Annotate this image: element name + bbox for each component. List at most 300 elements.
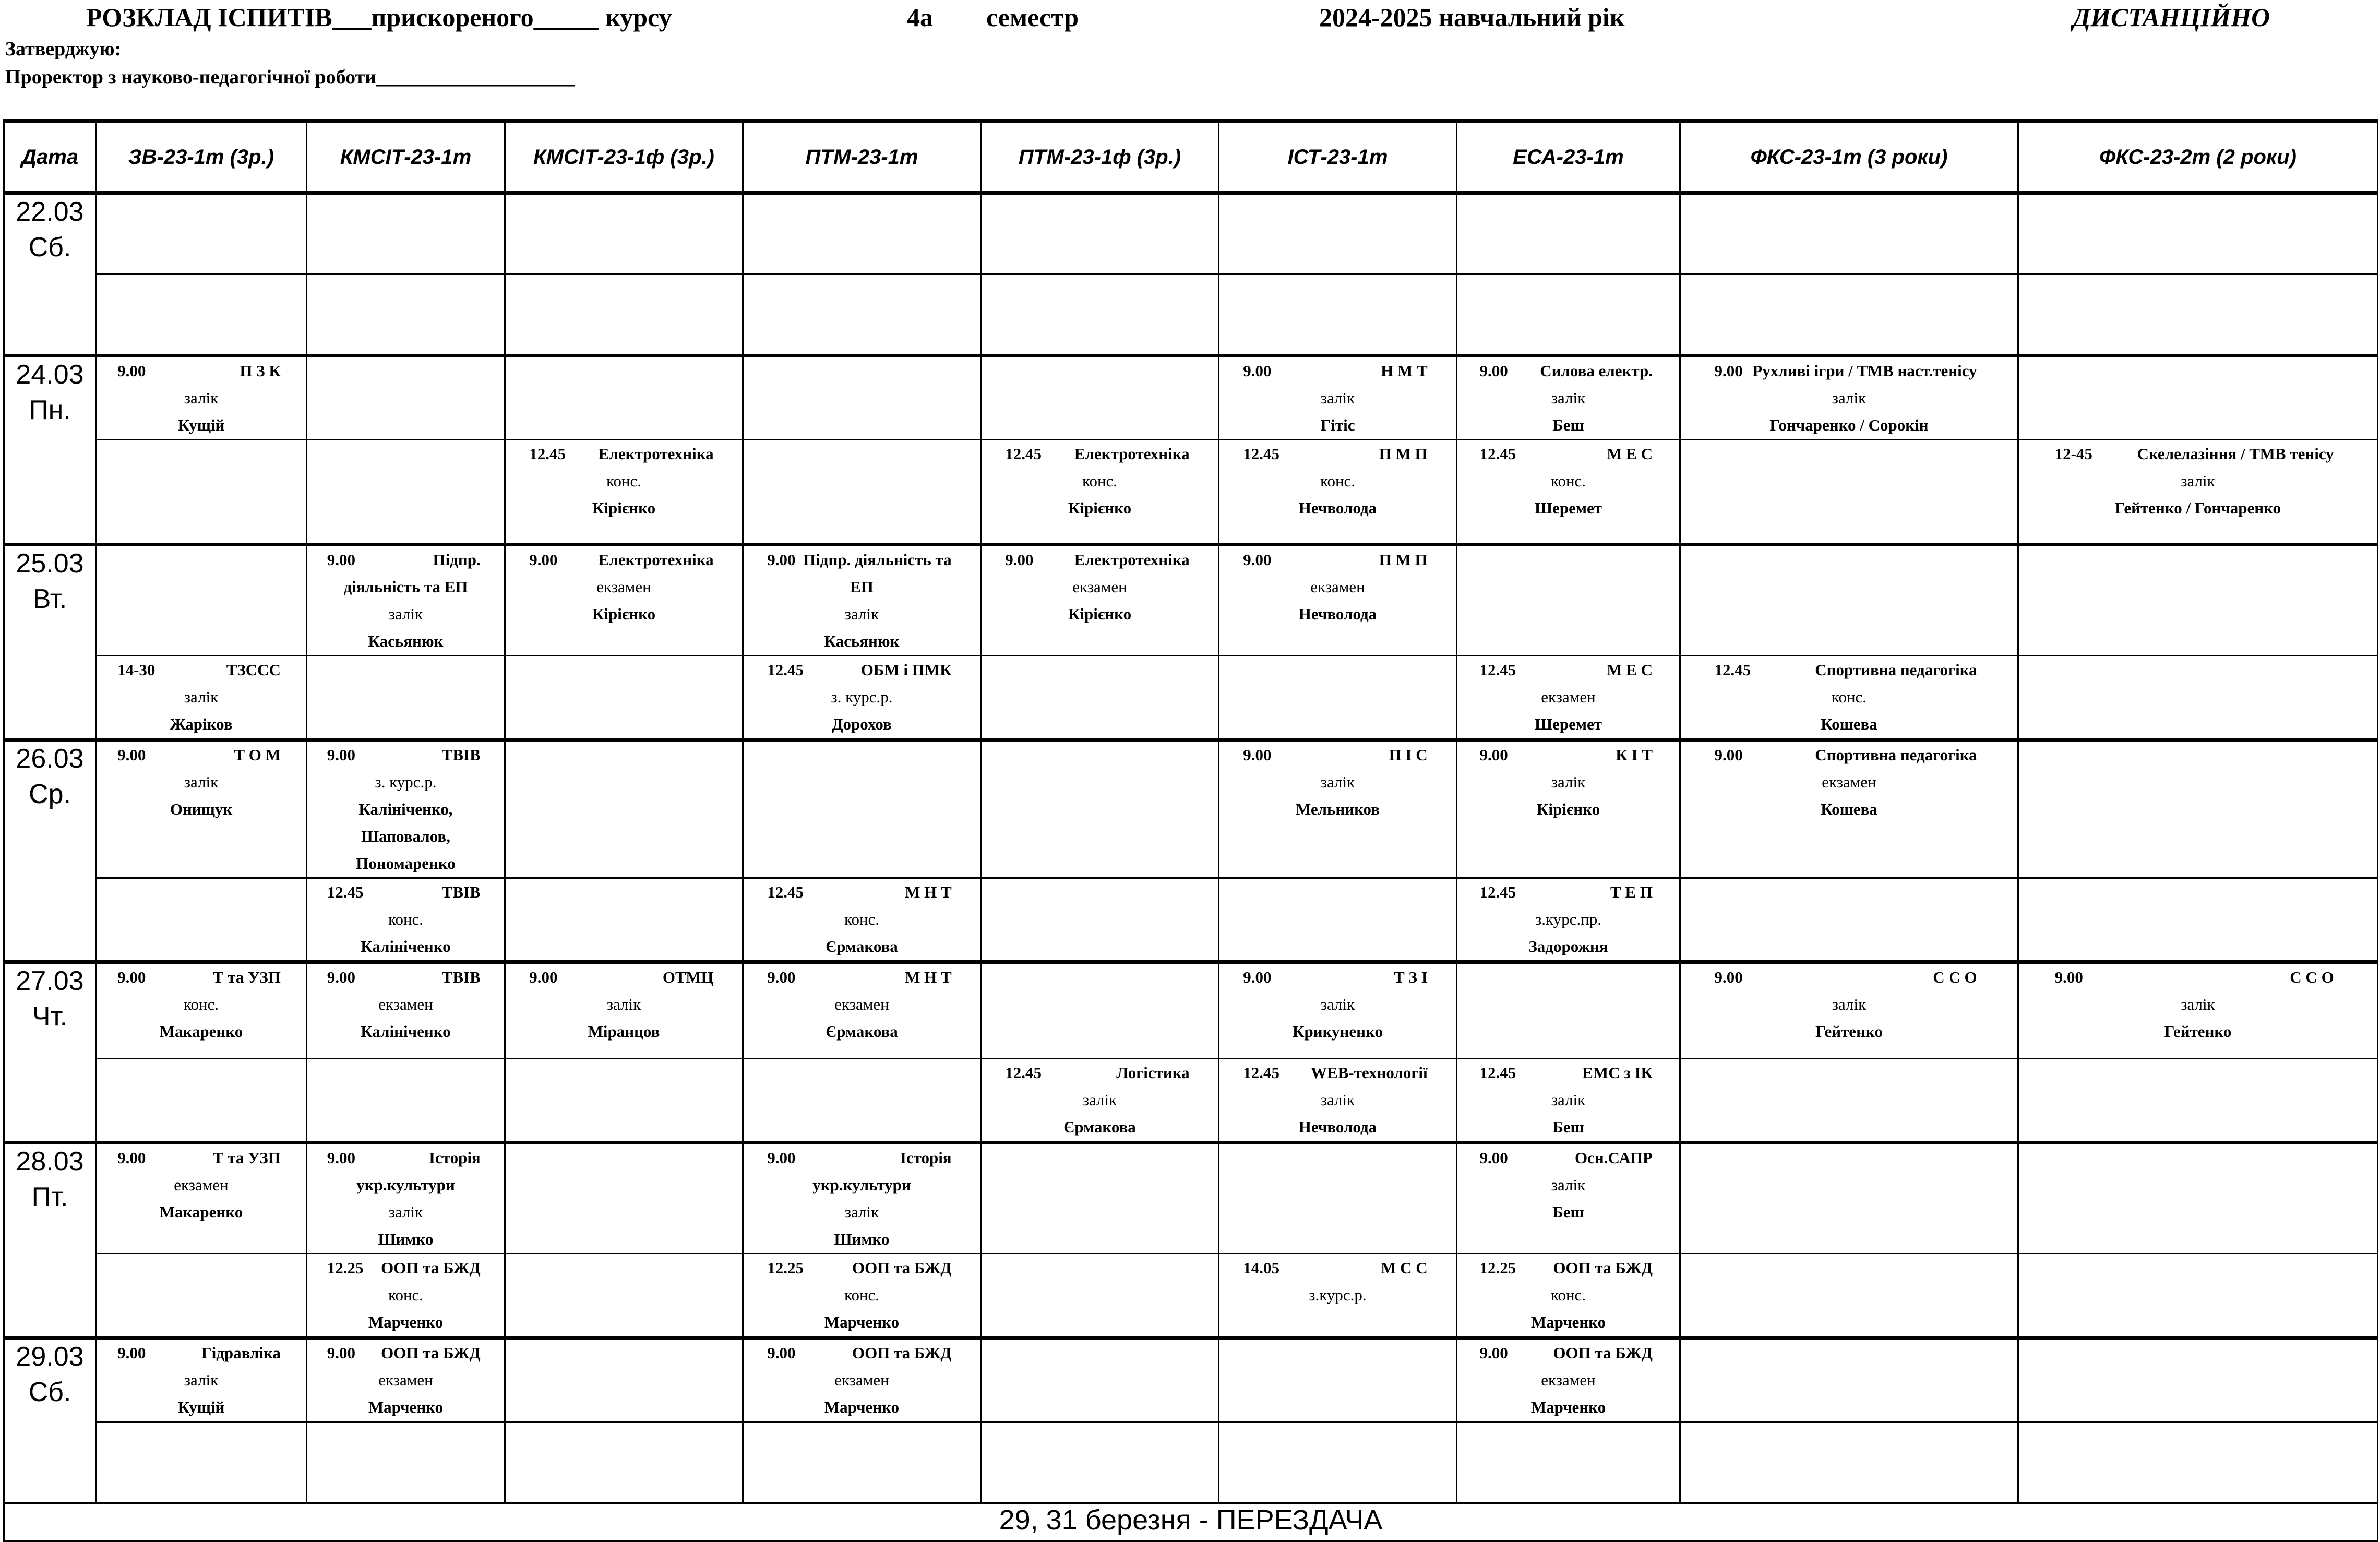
exam-time: 9.00 bbox=[117, 1149, 146, 1167]
schedule-cell bbox=[1219, 740, 1457, 878]
exam-time: 9.00 bbox=[1714, 746, 1743, 764]
semester-number: 4а bbox=[907, 3, 933, 32]
exam-type: конс. bbox=[1550, 1286, 1586, 1304]
schedule-cell bbox=[2018, 193, 2378, 274]
study-mode: ДИСТАНЦІЙНО bbox=[2073, 3, 2270, 32]
prorector-signature-line: Проректор з науково-педагогічної роботи____________________ bbox=[5, 66, 575, 88]
exam-time: 12.45 bbox=[767, 661, 804, 679]
exam-time: 9.00 bbox=[2054, 968, 2083, 986]
schedule-cell bbox=[1680, 440, 2018, 545]
exam-type: екзамен bbox=[1072, 578, 1127, 596]
group-header: ІСТ-23-1т bbox=[1219, 122, 1457, 193]
group-header-row bbox=[4, 122, 2378, 193]
exam-teacher: Марченко bbox=[1530, 1398, 1606, 1416]
schedule-cell bbox=[1457, 1059, 1680, 1143]
schedule-cell bbox=[743, 962, 981, 1059]
schedule-cell bbox=[743, 193, 981, 274]
exam-subject: Електротехніка bbox=[1074, 551, 1190, 569]
exam-subject: Електротехніка bbox=[598, 445, 714, 463]
schedule-cell bbox=[1457, 878, 1680, 962]
exam-subject: П З К bbox=[240, 362, 281, 380]
exam-subject: Спортивна педагогіка bbox=[1815, 661, 1977, 679]
exam-type: екзамен bbox=[834, 995, 889, 1013]
exam-type: залік bbox=[844, 1203, 879, 1221]
exam-time: 9.00 bbox=[1005, 551, 1034, 569]
schedule-cell bbox=[981, 740, 1219, 878]
exam-teacher: Касьянюк bbox=[368, 632, 444, 650]
exam-type: з.курс.пр. bbox=[1535, 910, 1601, 928]
schedule-cell bbox=[1457, 356, 1680, 440]
exam-time: 12.45 bbox=[1243, 445, 1280, 463]
exam-heading bbox=[1457, 1144, 1679, 1172]
exam-heading bbox=[307, 546, 504, 573]
exam-time: 9.00 bbox=[767, 1344, 796, 1362]
exam-type: екзамен bbox=[378, 995, 433, 1013]
exam-teacher: Шеремет bbox=[1535, 499, 1602, 517]
exam-type: залік bbox=[844, 605, 879, 623]
schedule-cell bbox=[1219, 1338, 1457, 1422]
exam-teacher: Кошева bbox=[1821, 715, 1877, 733]
exam-heading bbox=[307, 879, 504, 906]
schedule-cell bbox=[505, 878, 743, 962]
exam-heading bbox=[1457, 1254, 1679, 1282]
exam-subject: Рухливі ігри / ТМВ наст.тенісу bbox=[1752, 362, 1977, 380]
schedule-cell bbox=[981, 1059, 1219, 1143]
schedule-cell bbox=[505, 740, 743, 878]
schedule-cell bbox=[96, 656, 307, 740]
exam-subject-cont: укр.культури bbox=[812, 1176, 911, 1194]
schedule-cell bbox=[96, 440, 307, 545]
exam-time: 12.25 bbox=[1479, 1259, 1516, 1277]
schedule-cell bbox=[307, 545, 505, 656]
exam-subject: ТЗССС bbox=[226, 661, 281, 679]
exam-type: екзамен bbox=[1822, 773, 1876, 791]
schedule-cell bbox=[1457, 962, 1680, 1059]
exam-subject: М С С bbox=[1381, 1259, 1428, 1277]
exam-teacher: Беш bbox=[1552, 416, 1584, 434]
schedule-cell bbox=[307, 356, 505, 440]
schedule-cell bbox=[1219, 1143, 1457, 1254]
exam-subject: М Н Т bbox=[905, 883, 952, 901]
group-header: ФКС-23-2т (2 роки) bbox=[2018, 122, 2378, 193]
schedule-cell bbox=[505, 356, 743, 440]
exam-heading bbox=[1457, 879, 1679, 906]
exam-time: 9.00 bbox=[327, 968, 355, 986]
exam-subject: С С О bbox=[2290, 968, 2334, 986]
schedule-cell bbox=[96, 1422, 307, 1503]
schedule-cell bbox=[1457, 1254, 1680, 1338]
schedule-cell bbox=[505, 1338, 743, 1422]
schedule-cell bbox=[505, 440, 743, 545]
schedule-cell bbox=[1680, 740, 2018, 878]
exam-time: 9.00 bbox=[1243, 362, 1272, 380]
exam-subject: ТВІВ bbox=[441, 883, 481, 901]
exam-subject: Осн.САПР bbox=[1575, 1149, 1653, 1167]
exam-teacher: Шеремет bbox=[1535, 715, 1602, 733]
exam-teacher: Єрмакова bbox=[1063, 1118, 1136, 1136]
group-header: ЕСА-23-1т bbox=[1457, 122, 1680, 193]
exam-subject: Н М Т bbox=[1381, 362, 1428, 380]
exam-time: 14-30 bbox=[117, 661, 156, 679]
exam-teacher: Єрмакова bbox=[826, 937, 898, 955]
schedule-cell bbox=[1219, 1422, 1457, 1503]
exam-type: конс. bbox=[388, 910, 424, 928]
exam-subject: С С О bbox=[1933, 968, 1977, 986]
schedule-cell bbox=[1680, 193, 2018, 274]
schedule-cell bbox=[981, 1422, 1219, 1503]
exam-heading bbox=[97, 1144, 306, 1172]
exam-subject: ОБМ і ПМК bbox=[860, 661, 952, 679]
schedule-cell bbox=[2018, 962, 2378, 1059]
exam-heading bbox=[506, 440, 742, 468]
exam-heading bbox=[1457, 656, 1679, 684]
exam-teacher: Нечволода bbox=[1298, 499, 1377, 517]
exam-type: конс. bbox=[388, 1286, 424, 1304]
schedule-cell bbox=[1219, 1059, 1457, 1143]
exam-teacher: Касьянюк bbox=[824, 632, 900, 650]
schedule-cell bbox=[1219, 878, 1457, 962]
schedule-cell bbox=[1457, 1422, 1680, 1503]
exam-heading bbox=[1681, 656, 2017, 684]
date-cell bbox=[4, 962, 96, 1143]
exam-time: 9.00 bbox=[529, 551, 558, 569]
exam-type: залік bbox=[606, 995, 641, 1013]
exam-type: екзамен bbox=[1541, 1371, 1596, 1389]
exam-teacher: Гейтенко / Гончаренко bbox=[2114, 499, 2281, 517]
schedule-cell bbox=[1219, 440, 1457, 545]
schedule-cell bbox=[2018, 878, 2378, 962]
exam-time: 9.00 bbox=[1479, 1149, 1508, 1167]
schedule-cell bbox=[1219, 356, 1457, 440]
date-column-header: Дата bbox=[4, 122, 96, 193]
exam-teacher: Гітіс bbox=[1320, 416, 1355, 434]
exam-teacher: Онищук bbox=[170, 800, 233, 818]
exam-subject: М Е С bbox=[1607, 445, 1653, 463]
exam-teacher: Калініченко bbox=[361, 937, 451, 955]
schedule-cell bbox=[505, 962, 743, 1059]
exam-heading bbox=[1219, 1059, 1456, 1086]
exam-heading bbox=[744, 546, 980, 573]
schedule-cell bbox=[1219, 274, 1457, 356]
schedule-cell bbox=[1457, 1338, 1680, 1422]
schedule-cell bbox=[743, 1059, 981, 1143]
exam-time: 12.45 bbox=[1714, 661, 1751, 679]
exam-subject: ОТМЦ bbox=[662, 968, 714, 986]
exam-heading bbox=[1457, 440, 1679, 468]
exam-heading bbox=[1219, 964, 1456, 991]
exam-subject: Т та УЗП bbox=[212, 968, 281, 986]
exam-heading bbox=[744, 964, 980, 991]
exam-type: залік bbox=[2181, 995, 2215, 1013]
schedule-cell bbox=[981, 1338, 1219, 1422]
exam-time: 12.45 bbox=[1479, 661, 1516, 679]
exam-heading bbox=[1681, 964, 2017, 991]
schedule-cell bbox=[1457, 274, 1680, 356]
exam-subject-cont: укр.культури bbox=[356, 1176, 455, 1194]
schedule-cell bbox=[1680, 878, 2018, 962]
exam-type: екзамен bbox=[1541, 688, 1596, 706]
exam-type: залік bbox=[1551, 1091, 1586, 1109]
exam-heading bbox=[97, 656, 306, 684]
exam-subject: П М П bbox=[1379, 551, 1428, 569]
exam-time: 9.00 bbox=[1714, 362, 1743, 380]
exam-heading bbox=[2019, 440, 2377, 468]
exam-type: екзамен bbox=[834, 1371, 889, 1389]
schedule-cell bbox=[1680, 545, 2018, 656]
schedule-cell bbox=[743, 656, 981, 740]
schedule-cell bbox=[743, 1338, 981, 1422]
exam-teacher: Беш bbox=[1552, 1203, 1584, 1221]
exam-teacher: Задорожня bbox=[1528, 937, 1608, 955]
exam-teacher: Кірієнко bbox=[592, 499, 656, 517]
exam-time: 12.45 bbox=[1243, 1063, 1280, 1082]
schedule-cell bbox=[505, 274, 743, 356]
exam-type: залік bbox=[184, 389, 219, 407]
schedule-cell bbox=[981, 274, 1219, 356]
exam-time: 9.00 bbox=[327, 551, 355, 569]
date-cell bbox=[4, 1143, 96, 1338]
exam-teacher: Шимко bbox=[834, 1230, 890, 1248]
group-header: ПТМ-23-1т bbox=[743, 122, 981, 193]
schedule-cell bbox=[1680, 1059, 2018, 1143]
schedule-cell bbox=[743, 440, 981, 545]
exam-time: 9.00 bbox=[327, 1149, 355, 1167]
exam-teacher: Марченко bbox=[368, 1313, 444, 1331]
group-header: КМСІТ-23-1ф (3р.) bbox=[505, 122, 743, 193]
exam-heading bbox=[744, 656, 980, 684]
schedule-cell bbox=[96, 1338, 307, 1422]
group-header: ПТМ-23-1ф (3р.) bbox=[981, 122, 1219, 193]
exam-type: залік bbox=[1832, 389, 1867, 407]
exam-subject: К І Т bbox=[1616, 746, 1653, 764]
exam-time: 12.45 bbox=[327, 883, 364, 901]
exam-heading bbox=[1681, 357, 2017, 385]
date-cell bbox=[4, 193, 96, 356]
schedule-cell bbox=[96, 193, 307, 274]
exam-subject: ЕМС з ІК bbox=[1582, 1063, 1653, 1082]
exam-time: 9.00 bbox=[117, 968, 146, 986]
schedule-cell bbox=[96, 1059, 307, 1143]
exam-type: з. курс.р. bbox=[375, 773, 437, 791]
exam-type: залік bbox=[184, 773, 219, 791]
exam-teacher: Міранцов bbox=[588, 1022, 660, 1041]
exam-teacher: Нечволода bbox=[1298, 605, 1377, 623]
exam-time: 12.45 bbox=[1005, 445, 1042, 463]
exam-teacher: Кірієнко bbox=[1536, 800, 1600, 818]
exam-time: 12.45 bbox=[1479, 883, 1516, 901]
group-header: ЗВ-23-1т (3р.) bbox=[96, 122, 307, 193]
schedule-cell bbox=[505, 656, 743, 740]
schedule-cell bbox=[307, 878, 505, 962]
schedule-cell bbox=[2018, 1338, 2378, 1422]
exam-teacher: Гейтенко bbox=[2164, 1022, 2232, 1041]
schedule-cell bbox=[743, 740, 981, 878]
exam-heading bbox=[744, 1340, 980, 1367]
schedule-cell bbox=[743, 545, 981, 656]
schedule-cell bbox=[1457, 440, 1680, 545]
exam-heading bbox=[982, 440, 1218, 468]
schedule-cell bbox=[505, 1422, 743, 1503]
exam-type: з. курс.р. bbox=[831, 688, 893, 706]
schedule-cell bbox=[96, 962, 307, 1059]
schedule-cell bbox=[743, 1254, 981, 1338]
exam-teacher: Марченко bbox=[824, 1313, 900, 1331]
exam-type: конс. bbox=[606, 472, 642, 490]
schedule-cell bbox=[96, 356, 307, 440]
schedule-cell bbox=[1680, 1338, 2018, 1422]
exam-type: конс. bbox=[844, 1286, 880, 1304]
date-weekday: Чт. bbox=[32, 1001, 68, 1032]
exam-heading bbox=[1219, 357, 1456, 385]
exam-teacher: Кірієнко bbox=[1068, 605, 1132, 623]
schedule-cell bbox=[505, 1143, 743, 1254]
exam-subject: Електротехніка bbox=[1074, 445, 1190, 463]
exam-subject: Т Е П bbox=[1610, 883, 1653, 901]
exam-subject: П М П bbox=[1379, 445, 1428, 463]
exam-subject: Т З І bbox=[1394, 968, 1428, 986]
date-weekday: Пн. bbox=[29, 395, 71, 425]
schedule-cell bbox=[307, 1143, 505, 1254]
schedule-cell bbox=[2018, 1254, 2378, 1338]
schedule-cell bbox=[2018, 440, 2378, 545]
exam-type: залік bbox=[1320, 773, 1355, 791]
exam-type: залік bbox=[1551, 773, 1586, 791]
exam-time: 9.00 bbox=[1243, 551, 1272, 569]
schedule-cell bbox=[743, 1143, 981, 1254]
semester-label: семестр bbox=[986, 3, 1079, 32]
exam-time: 12.45 bbox=[767, 883, 804, 901]
exam-heading bbox=[506, 546, 742, 573]
schedule-cell bbox=[1680, 1422, 2018, 1503]
date-day: 22.03 bbox=[16, 197, 84, 227]
exam-type: екзамен bbox=[378, 1371, 433, 1389]
schedule-cell bbox=[1219, 962, 1457, 1059]
date-cell bbox=[4, 1338, 96, 1503]
exam-heading bbox=[1219, 440, 1456, 468]
exam-type: екзамен bbox=[174, 1176, 229, 1194]
exam-teacher: Крикуненко bbox=[1293, 1022, 1383, 1041]
exam-heading bbox=[1681, 742, 2017, 769]
exam-type: залік bbox=[1551, 389, 1586, 407]
exam-subject: М Н Т bbox=[905, 968, 952, 986]
exam-subject: Історія bbox=[428, 1149, 481, 1167]
schedule-cell bbox=[1457, 740, 1680, 878]
schedule-cell bbox=[1457, 656, 1680, 740]
schedule-cell bbox=[307, 1254, 505, 1338]
retake-note: 29, 31 березня - ПЕРЕЗДАЧА bbox=[4, 1503, 2378, 1541]
exam-heading bbox=[982, 546, 1218, 573]
schedule-title: РОЗКЛАД ІСПИТІВ___прискореного_____ курсу bbox=[86, 3, 672, 32]
schedule-cell bbox=[2018, 656, 2378, 740]
schedule-cell bbox=[981, 962, 1219, 1059]
schedule-cell bbox=[981, 1254, 1219, 1338]
exam-type: залік bbox=[1832, 995, 1867, 1013]
schedule-cell bbox=[307, 274, 505, 356]
schedule-cell bbox=[2018, 740, 2378, 878]
schedule-cell bbox=[1680, 1254, 2018, 1338]
approval-label: Затверджую: bbox=[5, 38, 122, 60]
exam-type: залік bbox=[1320, 1091, 1355, 1109]
exam-heading bbox=[97, 742, 306, 769]
exam-heading bbox=[1457, 1340, 1679, 1367]
exam-subject: ООП та БЖД bbox=[1553, 1259, 1653, 1277]
exam-time: 9.00 bbox=[1243, 746, 1272, 764]
exam-subject: Силова електр. bbox=[1540, 362, 1653, 380]
exam-subject-cont: діяльність та ЕП bbox=[343, 578, 468, 596]
schedule-cell bbox=[307, 1338, 505, 1422]
exam-subject: Електротехніка bbox=[598, 551, 714, 569]
exam-heading bbox=[1457, 742, 1679, 769]
exam-heading bbox=[307, 742, 504, 769]
schedule-cell bbox=[96, 274, 307, 356]
schedule-cell bbox=[1680, 356, 2018, 440]
schedule-cell bbox=[1219, 1254, 1457, 1338]
schedule-cell bbox=[505, 1059, 743, 1143]
schedule-cell bbox=[96, 878, 307, 962]
exam-subject: Т О М bbox=[234, 746, 281, 764]
date-cell bbox=[4, 545, 96, 740]
exam-teacher: Шимко bbox=[378, 1230, 434, 1248]
exam-teacher: Марченко bbox=[1530, 1313, 1606, 1331]
date-day: 25.03 bbox=[16, 548, 84, 579]
exam-heading bbox=[307, 1144, 504, 1172]
schedule-cell bbox=[981, 193, 1219, 274]
schedule-cell bbox=[743, 1422, 981, 1503]
exam-heading bbox=[97, 357, 306, 385]
exam-heading bbox=[1219, 742, 1456, 769]
exam-time: 9.00 bbox=[767, 1149, 796, 1167]
schedule-cell bbox=[743, 878, 981, 962]
schedule-cell bbox=[307, 962, 505, 1059]
schedule-cell bbox=[1680, 1143, 2018, 1254]
exam-subject: ООП та БЖД bbox=[381, 1259, 481, 1277]
exam-teacher: Дорохов bbox=[832, 715, 892, 733]
exam-type: конс. bbox=[183, 995, 219, 1013]
schedule-cell bbox=[96, 740, 307, 878]
date-cell bbox=[4, 740, 96, 962]
exam-subject: Т та УЗП bbox=[212, 1149, 281, 1167]
date-weekday: Ср. bbox=[29, 779, 71, 809]
exam-time: 12-45 bbox=[2054, 445, 2092, 463]
exam-type: залік bbox=[1320, 995, 1355, 1013]
schedule-cell bbox=[307, 1422, 505, 1503]
exam-heading bbox=[1219, 546, 1456, 573]
schedule-cell bbox=[505, 1254, 743, 1338]
exam-subject: М Е С bbox=[1607, 661, 1653, 679]
date-weekday: Вт. bbox=[32, 583, 67, 614]
exam-subject: П І С bbox=[1389, 746, 1428, 764]
exam-type: конс. bbox=[1082, 472, 1118, 490]
exam-teacher: Єрмакова bbox=[826, 1022, 898, 1041]
schedule-cell bbox=[307, 1059, 505, 1143]
exam-type: конс. bbox=[844, 910, 880, 928]
schedule-cell bbox=[96, 545, 307, 656]
schedule-cell bbox=[2018, 1143, 2378, 1254]
exam-type: конс. bbox=[1320, 472, 1356, 490]
schedule-cell bbox=[1219, 656, 1457, 740]
exam-time: 9.00 bbox=[1479, 1344, 1508, 1362]
exam-type: екзамен bbox=[596, 578, 651, 596]
exam-teacher: Кущій bbox=[177, 416, 225, 434]
exam-teacher: Калініченко bbox=[361, 1022, 451, 1041]
exam-heading bbox=[307, 1254, 504, 1282]
exam-subject: ООП та БЖД bbox=[852, 1344, 952, 1362]
schedule-cell bbox=[2018, 1422, 2378, 1503]
exam-subject: Гідравліка bbox=[201, 1344, 281, 1362]
exam-subject: ТВІВ bbox=[441, 968, 481, 986]
schedule-cell bbox=[96, 1254, 307, 1338]
exam-teacher: Кошева bbox=[1821, 800, 1877, 818]
